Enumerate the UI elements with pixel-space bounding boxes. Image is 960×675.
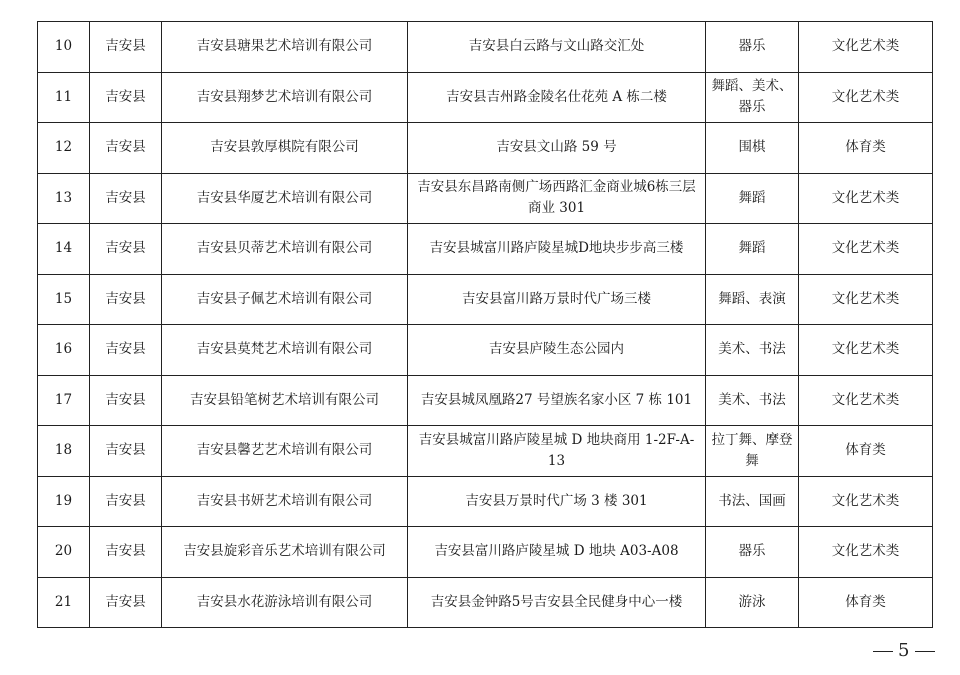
cell-county: 吉安县 (90, 426, 162, 477)
cell-category: 体育类 (799, 123, 933, 174)
page-number-dash-left (873, 651, 893, 652)
page-number (868, 640, 940, 661)
cell-category: 体育类 (799, 426, 933, 477)
cell-category: 文化艺术类 (799, 173, 933, 224)
cell-county: 吉安县 (90, 527, 162, 578)
cell-institution-name: 吉安县莫梵艺术培训有限公司 (162, 325, 408, 376)
cell-address: 吉安县万景时代广场 3 楼 301 (408, 476, 706, 527)
cell-serial-number: 11 (38, 72, 90, 123)
table-row (38, 173, 933, 224)
cell-category: 体育类 (799, 577, 933, 628)
cell-category: 文化艺术类 (799, 22, 933, 73)
cell-address: 吉安县庐陵生态公园内 (408, 325, 706, 376)
cell-county: 吉安县 (90, 72, 162, 123)
table-row (38, 375, 933, 426)
cell-county: 吉安县 (90, 224, 162, 275)
cell-institution-name: 吉安县水花游泳培训有限公司 (162, 577, 408, 628)
cell-county: 吉安县 (90, 577, 162, 628)
cell-category: 文化艺术类 (799, 476, 933, 527)
cell-category: 文化艺术类 (799, 375, 933, 426)
cell-serial-number: 10 (38, 22, 90, 73)
cell-address: 吉安县吉州路金陵名仕花苑 A 栋二楼 (408, 72, 706, 123)
cell-institution-name: 吉安县铅笔树艺术培训有限公司 (162, 375, 408, 426)
table-row (38, 224, 933, 275)
cell-serial-number: 12 (38, 123, 90, 174)
cell-county: 吉安县 (90, 325, 162, 376)
cell-training-project: 舞蹈 (706, 173, 799, 224)
cell-training-project: 器乐 (706, 527, 799, 578)
cell-institution-name: 吉安县瑭果艺术培训有限公司 (162, 22, 408, 73)
cell-category: 文化艺术类 (799, 274, 933, 325)
cell-training-project: 美术、书法 (706, 375, 799, 426)
cell-county: 吉安县 (90, 375, 162, 426)
cell-serial-number: 21 (38, 577, 90, 628)
cell-address: 吉安县城凤凰路27 号望族名家小区 7 栋 101 (408, 375, 706, 426)
cell-training-project: 游泳 (706, 577, 799, 628)
cell-county: 吉安县 (90, 123, 162, 174)
page-number-value: 5 (898, 640, 911, 661)
cell-address: 吉安县东昌路南侧广场西路汇金商业城6栋三层商业 301 (408, 173, 706, 224)
cell-training-project: 美术、书法 (706, 325, 799, 376)
table-row (38, 72, 933, 123)
cell-serial-number: 13 (38, 173, 90, 224)
table-row (38, 527, 933, 578)
cell-training-project: 书法、国画 (706, 476, 799, 527)
cell-county: 吉安县 (90, 173, 162, 224)
table-row (38, 426, 933, 477)
cell-institution-name: 吉安县旋彩音乐艺术培训有限公司 (162, 527, 408, 578)
table-row (38, 22, 933, 73)
cell-category: 文化艺术类 (799, 224, 933, 275)
cell-address: 吉安县富川路庐陵星城 D 地块 A03-A08 (408, 527, 706, 578)
table-row (38, 476, 933, 527)
table-row (38, 123, 933, 174)
table-row (38, 274, 933, 325)
cell-training-project: 器乐 (706, 22, 799, 73)
cell-address: 吉安县文山路 59 号 (408, 123, 706, 174)
cell-serial-number: 17 (38, 375, 90, 426)
cell-category: 文化艺术类 (799, 72, 933, 123)
cell-training-project: 舞蹈、表演 (706, 274, 799, 325)
table-row (38, 325, 933, 376)
cell-serial-number: 20 (38, 527, 90, 578)
cell-serial-number: 19 (38, 476, 90, 527)
cell-county: 吉安县 (90, 274, 162, 325)
cell-address: 吉安县白云路与文山路交汇处 (408, 22, 706, 73)
cell-institution-name: 吉安县子佩艺术培训有限公司 (162, 274, 408, 325)
cell-training-project: 舞蹈 (706, 224, 799, 275)
cell-institution-name: 吉安县贝蒂艺术培训有限公司 (162, 224, 408, 275)
cell-category: 文化艺术类 (799, 325, 933, 376)
cell-address: 吉安县城富川路庐陵星城 D 地块商用 1-2F-A-13 (408, 426, 706, 477)
cell-institution-name: 吉安县书妍艺术培训有限公司 (162, 476, 408, 527)
cell-serial-number: 15 (38, 274, 90, 325)
institution-table (37, 21, 933, 628)
cell-serial-number: 16 (38, 325, 90, 376)
page-number-dash-right (915, 651, 935, 652)
cell-category: 文化艺术类 (799, 527, 933, 578)
cell-address: 吉安县富川路万景时代广场三楼 (408, 274, 706, 325)
cell-institution-name: 吉安县馨艺艺术培训有限公司 (162, 426, 408, 477)
cell-training-project: 拉丁舞、摩登舞 (706, 426, 799, 477)
table-body (38, 22, 933, 628)
table-row (38, 577, 933, 628)
cell-training-project: 围棋 (706, 123, 799, 174)
cell-institution-name: 吉安县敦厚棋院有限公司 (162, 123, 408, 174)
cell-institution-name: 吉安县翔梦艺术培训有限公司 (162, 72, 408, 123)
cell-training-project: 舞蹈、美术、器乐 (706, 72, 799, 123)
cell-county: 吉安县 (90, 22, 162, 73)
cell-county: 吉安县 (90, 476, 162, 527)
cell-serial-number: 14 (38, 224, 90, 275)
cell-address: 吉安县城富川路庐陵星城D地块步步高三楼 (408, 224, 706, 275)
cell-institution-name: 吉安县华厦艺术培训有限公司 (162, 173, 408, 224)
cell-serial-number: 18 (38, 426, 90, 477)
cell-address: 吉安县金钟路5号吉安县全民健身中心一楼 (408, 577, 706, 628)
